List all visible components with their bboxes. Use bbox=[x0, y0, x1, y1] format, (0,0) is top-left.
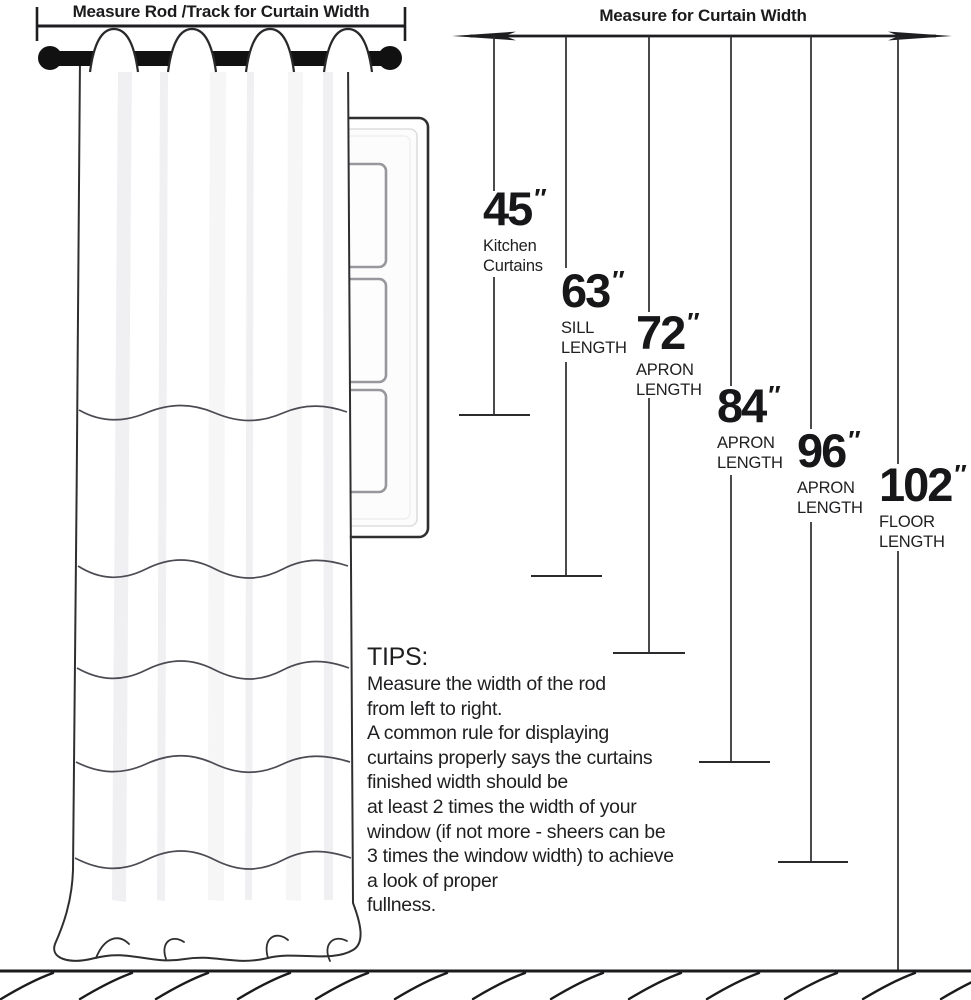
inch-mark: ″ bbox=[534, 183, 547, 213]
length-desc-line: APRON bbox=[636, 361, 694, 379]
tips-line: finished width should be bbox=[367, 771, 568, 794]
length-value-63: 63 bbox=[561, 264, 610, 317]
length-desc-line: LENGTH bbox=[797, 498, 863, 517]
tips-line: window (if not more - sheers can be bbox=[367, 820, 666, 843]
tips-line: from left to right. bbox=[367, 697, 503, 720]
inch-mark: ″ bbox=[768, 380, 781, 410]
width-measure-arrow bbox=[452, 32, 952, 41]
length-label-72 bbox=[636, 306, 702, 400]
curtain-panel bbox=[54, 58, 360, 961]
length-desc-line: Kitchen bbox=[483, 237, 537, 255]
tips-line: curtains properly says the curtains bbox=[367, 746, 653, 769]
rod-finial-right bbox=[378, 46, 402, 70]
length-desc-line: Curtains bbox=[483, 256, 543, 275]
length-desc-line: SILL bbox=[561, 319, 595, 337]
length-value-96: 96 bbox=[797, 424, 846, 477]
length-label-102 bbox=[879, 458, 967, 552]
length-desc-line: LENGTH bbox=[561, 338, 627, 357]
length-value-45: 45 bbox=[483, 182, 532, 235]
tips-line: Measure the width of the rod bbox=[367, 673, 606, 695]
tips-line: fullness. bbox=[367, 894, 436, 917]
length-value-84: 84 bbox=[717, 379, 766, 432]
length-label-96 bbox=[797, 424, 863, 518]
length-desc-line: FLOOR bbox=[879, 513, 935, 531]
length-label-45 bbox=[483, 182, 547, 276]
length-desc-line: APRON bbox=[797, 479, 855, 497]
floor-line bbox=[0, 971, 971, 999]
tips-line: A common rule for displaying bbox=[367, 722, 609, 745]
length-desc-line: APRON bbox=[717, 434, 775, 452]
tips-line: 3 times the window width) to achieve bbox=[367, 845, 674, 868]
tips-heading: TIPS: bbox=[367, 643, 429, 671]
width-measure-label: Measure for Curtain Width bbox=[599, 6, 807, 25]
tips-block bbox=[367, 642, 697, 918]
length-label-84 bbox=[717, 379, 783, 473]
length-desc-line: LENGTH bbox=[879, 532, 945, 551]
length-label-63 bbox=[561, 264, 627, 358]
inch-mark: ″ bbox=[612, 265, 625, 295]
inch-mark: ″ bbox=[687, 307, 700, 337]
length-desc-line: LENGTH bbox=[636, 380, 702, 399]
length-value-72: 72 bbox=[636, 306, 685, 359]
tips-line: at least 2 times the width of your bbox=[367, 795, 637, 818]
rod-measure-label: Measure Rod /Track for Curtain Width bbox=[72, 2, 370, 21]
inch-mark: ″ bbox=[848, 425, 861, 455]
tips-line: a look of proper bbox=[367, 869, 498, 892]
rod-finial-left bbox=[38, 46, 62, 70]
length-desc-line: LENGTH bbox=[717, 453, 783, 472]
inch-mark: ″ bbox=[954, 459, 967, 489]
floor-hatching bbox=[1, 973, 971, 999]
length-value-102: 102 bbox=[879, 458, 952, 511]
